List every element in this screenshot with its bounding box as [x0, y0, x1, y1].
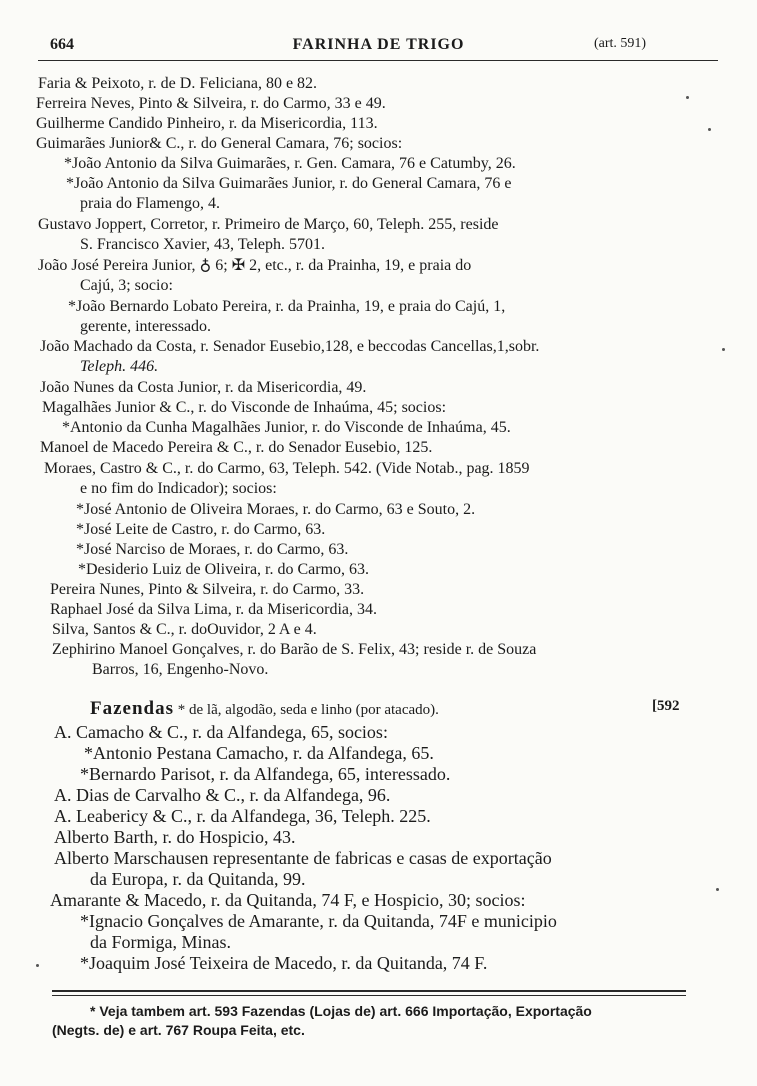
entry-line: Alberto Marschausen representante de fabricas e casas de exportação	[54, 848, 552, 868]
page-number: 664	[50, 36, 74, 53]
entry-line: *Desiderio Luiz de Oliveira, r. do Carmo, 63.	[78, 561, 370, 578]
scan-speck	[686, 96, 689, 99]
footnote-line: (Negts. de) e art. 767 Roupa Feita, etc.	[52, 1022, 305, 1038]
entry-line: *Antonio da Cunha Magalhães Junior, r. do Visconde de Inhaúma, 45.	[62, 419, 511, 436]
entry-line: *Ignacio Gonçalves de Amarante, r. da Quitanda, 74F e municipio	[80, 911, 557, 931]
entry-line: praia do Flamengo, 4.	[80, 195, 220, 212]
page-title: FARINHA DE TRIGO	[292, 36, 465, 53]
section-heading	[90, 698, 439, 720]
entry-line: e no fim do Indicador); socios:	[80, 480, 277, 497]
entry-line: Teleph. 446.	[80, 358, 159, 375]
entry-line: da Europa, r. da Quitanda, 99.	[90, 869, 306, 889]
entry-line: Guimarães Junior& C., r. do General Camara, 76; socios:	[36, 135, 403, 152]
entry-line: Guilherme Candido Pinheiro, r. da Misericordia, 113.	[36, 115, 378, 132]
entry-line: Moraes, Castro & C., r. do Carmo, 63, Teleph. 542. (Vide Notab., pag. 1859	[44, 460, 530, 477]
entry-line: Magalhães Junior & C., r. do Visconde de Inhaúma, 45; socios:	[42, 399, 447, 416]
entry-line: Gustavo Joppert, Corretor, r. Primeiro de Março, 60, Teleph. 255, reside	[38, 216, 499, 233]
entry-line: A. Dias de Carvalho & C., r. da Alfandega, 96.	[54, 785, 391, 805]
entry-line: *Antonio Pestana Camacho, r. da Alfandega, 65.	[84, 743, 434, 763]
entry-line: *José Leite de Castro, r. do Carmo, 63.	[76, 521, 326, 538]
entry-line: João Machado da Costa, r. Senador Eusebio,128, e beccodas Cancellas,1,sobr.	[40, 338, 540, 355]
section-number: [592	[652, 698, 680, 714]
entry-line: *João Antonio da Silva Guimarães, r. Gen. Camara, 76 e Catumby, 26.	[64, 155, 516, 172]
entry-line: Raphael José da Silva Lima, r. da Misericordia, 34.	[50, 601, 378, 618]
entry-line: gerente, interessado.	[80, 318, 212, 335]
scan-speck	[716, 888, 719, 891]
entry-line: *João Antonio da Silva Guimarães Junior, r. do General Camara, 76 e	[66, 175, 512, 192]
article-reference: (art. 591)	[594, 36, 647, 51]
header-rule	[38, 60, 718, 61]
entry-line: Alberto Barth, r. do Hospicio, 43.	[54, 827, 296, 847]
entry-line: da Formiga, Minas.	[90, 932, 231, 952]
scan-speck	[708, 128, 711, 131]
footnote-rule	[52, 990, 686, 992]
entry-line: Cajú, 3; socio:	[80, 277, 173, 294]
footnote-rule	[52, 995, 686, 996]
entry-line: Silva, Santos & C., r. doOuvidor, 2 A e 4.	[52, 621, 317, 638]
entry-line: A. Camacho & C., r. da Alfandega, 65, socios:	[54, 722, 388, 742]
entry-line: João Nunes da Costa Junior, r. da Misericordia, 49.	[40, 379, 367, 396]
entry-line: João José Pereira Junior, ♁ 6; ✠ 2, etc., r. da Prainha, 19, e praia do	[38, 257, 472, 274]
entry-line: Manoel de Macedo Pereira & C., r. do Senador Eusebio, 125.	[40, 439, 433, 456]
entry-line: Ferreira Neves, Pinto & Silveira, r. do Carmo, 33 e 49.	[36, 95, 386, 112]
entry-line: Amarante & Macedo, r. da Quitanda, 74 F, e Hospicio, 30; socios:	[50, 890, 526, 910]
scan-speck	[722, 348, 725, 351]
entry-line: Pereira Nunes, Pinto & Silveira, r. do Carmo, 33.	[50, 581, 365, 598]
entry-line: Faria & Peixoto, r. de D. Feliciana, 80 e 82.	[38, 75, 318, 92]
section-title: Fazendas	[90, 698, 174, 719]
entry-line: A. Leabericy & C., r. da Alfandega, 36, Teleph. 225.	[54, 806, 431, 826]
scan-speck	[36, 964, 39, 967]
entry-line: *Joaquim José Teixeira de Macedo, r. da Quitanda, 74 F.	[80, 953, 488, 973]
entry-line: S. Francisco Xavier, 43, Teleph. 5701.	[80, 236, 326, 253]
entry-line: *José Antonio de Oliveira Moraes, r. do Carmo, 63 e Souto, 2.	[76, 501, 476, 518]
entry-line: Zephirino Manoel Gonçalves, r. do Barão de S. Felix, 43; reside r. de Souza	[52, 641, 537, 658]
section-description: * de lã, algodão, seda e linho (por atacado).	[177, 702, 439, 718]
entry-line: Barros, 16, Engenho-Novo.	[92, 661, 269, 678]
footnote-line: * Veja tambem art. 593 Fazendas (Lojas de) art. 666 Importação, Exportação	[90, 1003, 592, 1019]
entry-line: *José Narciso de Moraes, r. do Carmo, 63.	[76, 541, 349, 558]
entry-line: *Bernardo Parisot, r. da Alfandega, 65, interessado.	[80, 764, 451, 784]
entry-line: *João Bernardo Lobato Pereira, r. da Prainha, 19, e praia do Cajú, 1,	[68, 298, 506, 315]
